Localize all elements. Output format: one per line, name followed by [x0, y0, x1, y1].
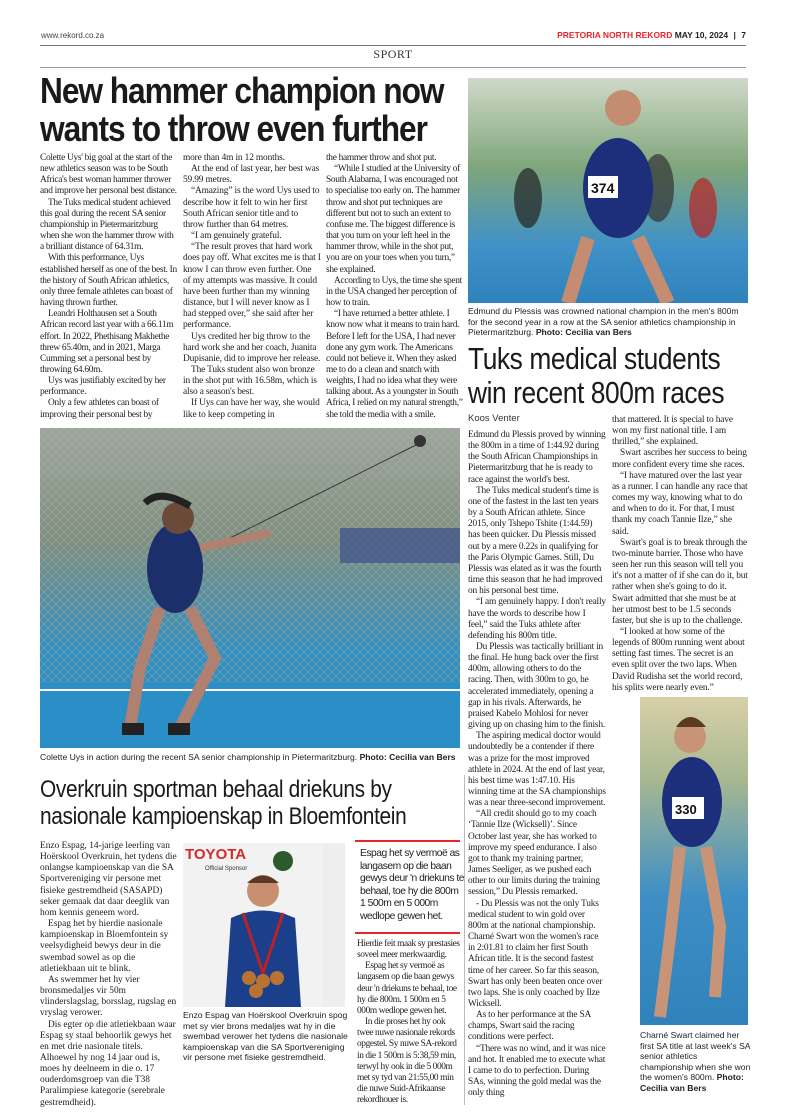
- photo-credit: Photo: Cecilia van Bers: [535, 327, 632, 338]
- runner-du-plessis-photo: [468, 78, 748, 303]
- runner-bib-number: 330: [675, 802, 697, 817]
- paragraph: that mattered. It is special to have won my first national title. I am thrilled,” she explained.: [612, 415, 733, 448]
- espag-photo-illustration: [183, 843, 345, 1007]
- article1-column-3: [326, 153, 464, 421]
- header-rule: [40, 45, 746, 46]
- sponsor-subtitle: Official Sponsor: [205, 866, 248, 872]
- pull-quote: Espag het sy vermoë as langasem op die baan gewys deur 'n driekuns te behaal, toe hy die 800m 1 500m en 5 000m wedlope gewen het.: [360, 848, 464, 922]
- paragraph: Edmund du Plessis proved by winning the 800m in a time of 1:44.92 during the South African Championships in Pietermaritzburg that he is ready to race against the world's best.: [468, 430, 606, 485]
- caption-text: Edmund du Plessis was crowned national champion in the men's 800m for the second year in a row at the SA senior athletics championship in Pietermaritzburg.: [468, 306, 739, 338]
- header-website: www.rekord.co.za: [41, 31, 105, 40]
- article2-column-2: [612, 415, 748, 694]
- paragraph: The aspiring medical doctor would undoubtedly be a contender if there was a prize for the most improved athlete in 2024. At the end of last year, his best time was 1:47.10. His winning time at the SA championships was a near three-second improvement.: [468, 731, 606, 809]
- paragraph: The Tuks medical student achieved this goal during the recent SA senior championship in Pietermaritzburg when she won the hammer throw with a brilliant distance of 64.31m.: [40, 197, 174, 253]
- paragraph: Du Plessis was tactically brilliant in the final. He hung back over the first 400m, allowing others to do the racing. Then, with 300m to go, he accelerated immediately, opening a gap in his rivals. Afterwards, he praised Kabelo Mohlosi for never giving up on chasing him to the finish.: [468, 641, 605, 731]
- paragraph: With this performance, Uys established herself as one of the best. In the history of South African athletics, only three female athletes can boast of having thrown further.: [40, 253, 177, 309]
- paragraph: more than 4m in 12 months.: [183, 153, 285, 163]
- paragraph: “There was no wind, and it was nice and hot. It enabled me to execute what I came to do to perfection. During SAs, winning the gold medal was the only thing: [468, 1043, 606, 1099]
- paragraph: At the end of last year, her best was 59.99 metres.: [183, 164, 320, 186]
- section-label: SPORT: [373, 47, 413, 61]
- paragraph: As swemmer het hy vier bronsmedaljes vir 50m vlinderslagslag, borsslag, rugslag en vryslag verower.: [40, 974, 177, 1019]
- article1-column-1: [40, 153, 178, 421]
- article3-column-1: [40, 841, 178, 1109]
- paragraph: “The result proves that hard work does pay off. What excites me is that I know I can throw even further. One of my attempts was massive. It could have been further than my winning distance, but I will never know as I had stepped over,” she said after her performance.: [183, 242, 321, 331]
- swart-photo-illustration: [640, 697, 748, 1025]
- espag-photo-caption: Enzo Espag van Hoërskool Overkruin spog met sy vier brons medaljes wat hy in die swembad verower het tydens die nasionale kampioenskap van die SA Sportvereniging vir persone met fisieke gestremdheid.: [183, 1010, 348, 1063]
- paragraph: the hammer throw and shot put.: [326, 153, 437, 163]
- enzo-espag-photo: [183, 843, 345, 1007]
- header-date: MAY 10, 2024: [674, 30, 729, 40]
- paragraph: Enzo Espag, 14-jarige leerling van Hoërskool Overkruin, het tydens die onlangse kampioenskap van die SA Sportvereniging vir persone met fisieke gestremdheid (SASAPD) seker gemaak dat daar deeglik van hom kennis geneem word.: [40, 841, 177, 918]
- paragraph: If Uys can have her way, she would like to keep competing in: [183, 398, 320, 420]
- paragraph: The Tuks student also won bronze in the shot put with 16.58m, which is also a season's best.: [183, 364, 317, 398]
- photo-credit: Photo: Cecilia van Bers: [359, 752, 456, 762]
- sponsor-logo-text: TOYOTA: [185, 846, 247, 863]
- article2-byline: Koos Venter: [468, 413, 520, 424]
- paragraph: Colette Uys' big goal at the start of the new athletics season was to be South Africa's best woman hammer thrower and improve her personal best distance.: [40, 153, 177, 197]
- paragraph: “I have returned a better athlete. I know now what it means to train hard. Before I left for the USA, I had never done any gym work. The Americans could not believe it. When they asked me to do a clean and snatch with weights, I had no idea what they were talking about. As a youngster in South Africa, I relied on my natural strength,” she told the media with a smile.: [326, 309, 463, 420]
- hammer-thrower-photo: [40, 428, 460, 748]
- paragraph: “I looked at how some of the legends of 800m running went about setting fast times. The secret is an even split over the two laps. When David Rudisha set the world record, his splits were nearly even.”: [612, 626, 745, 693]
- paragraph: - Du Plessis was not the only Tuks medical student to win gold over 800m at the national championship. Charné Swart won the women's race in 2:01.81 to claim her first South African title. It is the second fastest time of her career. So far this season, Swart has only been beaten once over two laps. She is only coached by Ilze Wicksell.: [468, 898, 603, 1009]
- article2-column-1: [468, 430, 606, 1099]
- paragraph: The Tuks medical student's time is one of the fastest in the last ten years by a South African athlete. Since 2015, only Tshepo Tshite (1:44.59) has been quicker. Du Plessis missed out by a mere 0.22s in qualifying for the Paris Olympic Games. Still, Du Plessis was elated as it was the fourth time this season that he had improved on his personal best time.: [468, 485, 603, 597]
- paragraph: “Amazing” is the word Uys used to describe how it felt to win her first South African senior title and to throw further than 64 metres.: [183, 186, 320, 230]
- runner-swart-photo: [640, 697, 748, 1025]
- paragraph: Hierdie feit maak sy prestasies soveel meer merkwaardig.: [357, 939, 460, 961]
- paragraph: “All credit should go to my coach ‘Tannie Ilze (Wicksell)’. Since October last year, she has worked to improve my speed endurance. I also got to thank my training partner, James Seeliger, as we pushed each other to our limits during the training session,” Du Plessis remarked.: [468, 809, 600, 898]
- runner-bib-number: 374: [591, 180, 615, 196]
- paragraph: As to her performance at the SA champs, Swart said the racing conditions were perfect.: [468, 1010, 591, 1043]
- paragraph: “I have matured over the last year as a runner. I can handle any race that comes my way, knowing what to do and when to do it. For that, I must thank my coach Tannie Ilze,” she said.: [612, 470, 748, 537]
- paragraph: Leandri Holthausen set a South African record last year with a 66.11m effort. In 2022, Phethisang Makhethe threw 65.40m, and in 2021, Marga Cumming set a personal best by throwing 64.60m.: [40, 309, 174, 375]
- article1-headline: New hammer champion now wants to throw even further: [40, 70, 444, 149]
- paragraph: Dis egter op die atletiekbaan waar Espag sy staal behoorlik gewys het en met drie nasionale titels. Alhoewel hy nog 14 jaar oud is, moes hy deelneem in die o. 17 ouderdomsgroep van die T38 Paralimpiese kategorie (serebrale gestremdheid).: [40, 1019, 176, 1108]
- paragraph: “While I studied at the University of South Alabama, I was encouraged not to specialise too early on. The hammer throw and shot put techniques are different but not to such an extent to confuse me. The biggest difference is that you turn on your left heel in the hammer throw, while in the shot put, you are on your toes when you turn,” she explained.: [326, 164, 460, 275]
- paragraph: Swart's goal is to break through the two-minute barrier. Those who have seen her run this season will tell you it's not a matter of if she can do it, but rather when she's going to do it. Swart admitted that she must be at her utmost best to be 1.5 seconds faster, but she is up to the challenge.: [612, 537, 748, 626]
- column-divider: [464, 775, 465, 1105]
- swart-photo-caption: [640, 1030, 752, 1094]
- article1-column-2: [183, 153, 321, 421]
- paragraph: Swart ascribes her success to being more confident every time she races.: [612, 448, 747, 470]
- paragraph: “I am genuinely grateful.: [191, 231, 282, 242]
- pull-quote-rule-top: [355, 840, 460, 842]
- du-plessis-photo-caption: [468, 306, 748, 338]
- header-masthead: [557, 30, 746, 40]
- hammer-photo-illustration: [40, 428, 460, 748]
- photo-credit: Photo: Cecilia van Bers: [640, 1072, 744, 1093]
- paragraph: Espag het by hierdie nasionale kampioenskap in Bloemfontein sy veelsydigheid bewys deur in die swembad sowel as op die atletiekbaan uit te blink.: [40, 919, 169, 974]
- hammer-photo-caption: [40, 752, 460, 763]
- header-separator: |: [733, 30, 736, 40]
- header-page-number: 7: [741, 30, 746, 40]
- caption-text: Colette Uys in action during the recent SA senior championship in Pietermaritzburg.: [40, 752, 358, 762]
- article3-column-3: [357, 939, 461, 1106]
- header-paper-name: PRETORIA NORTH REKORD: [557, 30, 673, 40]
- paragraph: Espag het sy vermoë as langasem op die baan gewys deur 'n driekuns te behaal, toe hy die 800m. 1 500m en 5 000m wedlope gewen het.: [357, 961, 457, 1016]
- runner-photo-illustration: [468, 78, 748, 303]
- article3-headline: Overkruin sportman behaal driekuns by nasionale kampioenskap in Bloemfontein: [40, 776, 407, 830]
- section-rule: [40, 67, 746, 68]
- paragraph: “I am genuinely happy. I don't really have the words to describe how I feel,” said the Tuks athlete after defending his 800m title.: [468, 597, 606, 641]
- paragraph: Only a few athletes can boast of improving their personal best by: [40, 398, 159, 420]
- paragraph: Uys credited her big throw to the hard work she and her coach, Juanita Dupisanie, did to improve her release.: [183, 331, 321, 364]
- pull-quote-rule-bottom: [355, 932, 460, 934]
- paragraph: According to Uys, the time she spent in the USA changed her perception of how to train.: [326, 275, 462, 309]
- paragraph: In die proses het hy ook twee nuwe nasionale rekords opgestel. Sy nuwe SA-rekord in die 1 500m is 5:38,59 min, terwyl hy ook in die 5 000m met sy tyd van 21:55,00 min die nuwe Suid-Afrikaanse rekordhouer is.: [357, 1017, 457, 1106]
- article2-headline: Tuks medical students win recent 800m races: [468, 341, 725, 410]
- caption-text: Charné Swart claimed her first SA title at last week's SA senior athletics championship when she won the women's 800m.: [640, 1030, 751, 1083]
- paragraph: Uys was justifiably excited by her performance.: [40, 376, 166, 398]
